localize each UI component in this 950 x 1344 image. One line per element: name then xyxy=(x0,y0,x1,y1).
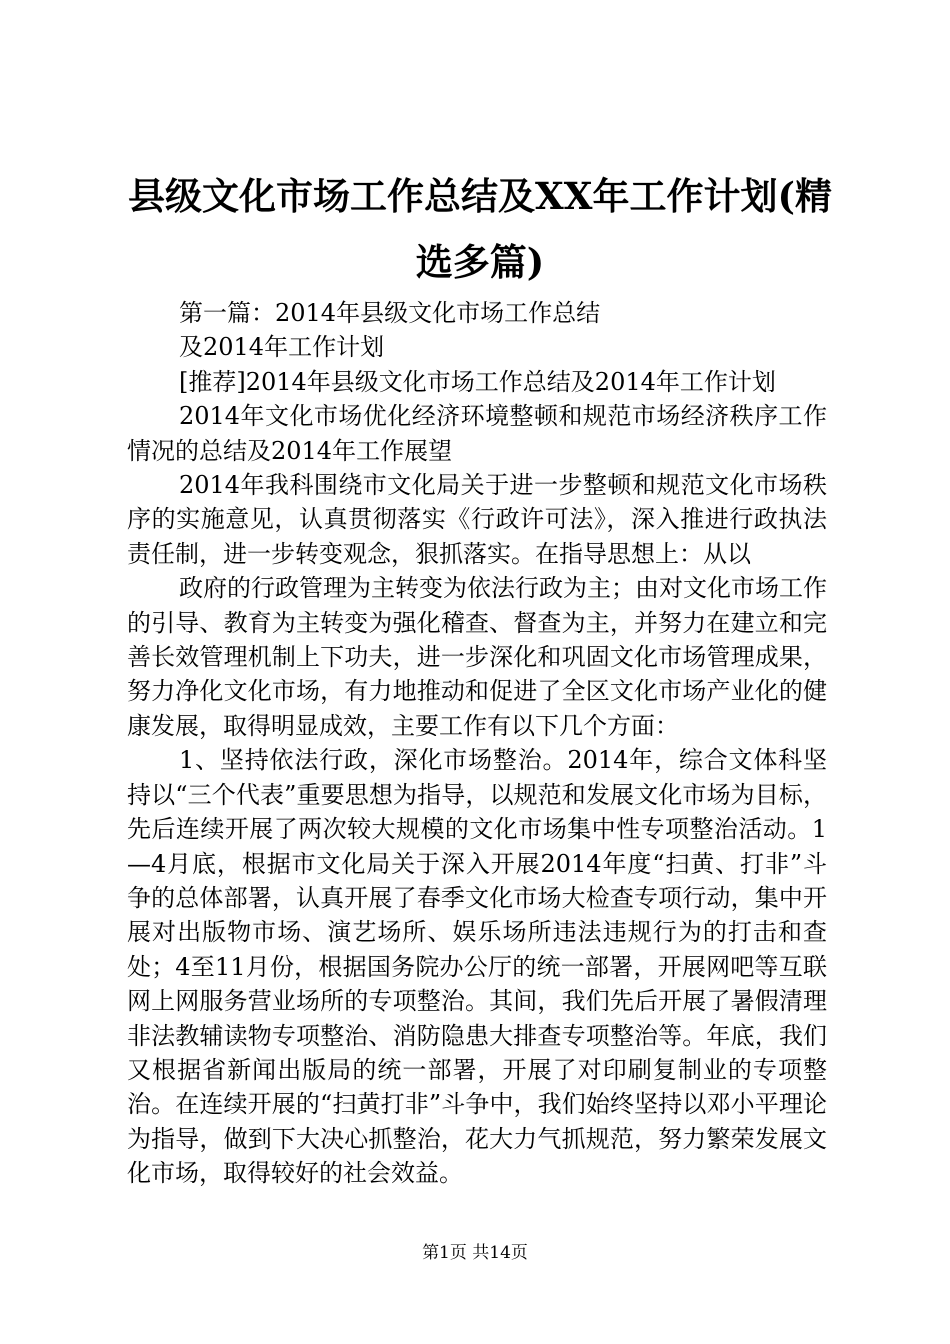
document-title: 县级文化市场工作总结及XX年工作计划(精选多篇) xyxy=(128,174,832,284)
paragraph-section-heading: 第一篇：2014年县级文化市场工作总结 xyxy=(179,299,601,327)
paragraph-intro: 2014年我科围绕市文化局关于进一步整顿和规范文化市场秩序的实施意见，认真贯彻落实《行政许可法》，深入推进行政执法责任制，进一步转变观念，狠抓落实。在指导思想上：从以 xyxy=(127,471,827,568)
paragraph-section-heading-cont: 及2014年工作计划 xyxy=(179,333,385,362)
paragraph-guidance: 政府的行政管理为主转变为依法行政为主；由对文化市场工作的引导、教育为主转变为强化稽查、督查为主，并努力在建立和完善长效管理机制上下功夫，进一步深化和巩固文化市场管理成果，努力净化文化市场，有力地推动和促进了全区文化市场产业化的健康发展，取得明显成效，主要工作有以下几个方面： xyxy=(127,574,827,740)
paragraph-item-1: 1、坚持依法行政，深化市场整治。2014年，综合文体科坚持以“三个代表”重要思想为指导，以规范和发展文化市场为目标，先后连续开展了两次较大规模的文化市场集中性专项整治活动。1—4月底，根据市文化局关于深入开展2014年度“扫黄、打非”斗争的总体部署，认真开展了春季文化市场大检查专项行动，集中开展对出版物市场、演艺场所、娱乐场所违法违规行为的打击和查处；4至11月份，根据国务院办公厅的统一部署，开展网吧等互联网上网服务营业场所的专项整治。其间，我们先后开展了暑假清理非法教辅读物专项整治、消防隐患大排查专项整治等。年底，我们又根据省新闻出版局的统一部署，开展了对印刷复制业的专项整治。在连续开展的“扫黄打非”斗争中，我们始终坚持以邓小平理论为指导，做到下大决心抓整治，花大力气抓规范，努力繁荣发展文化市场，取得较好的社会效益。 xyxy=(127,746,827,1188)
paragraph-recommend: [推荐]2014年县级文化市场工作总结及2014年工作计划 xyxy=(179,367,776,396)
paragraph-summary-title: 2014年文化市场优化经济环境整顿和规范市场经济秩序工作情况的总结及2014年工作展望 xyxy=(127,402,827,465)
page-footer: 第1页 共14页 xyxy=(422,1243,528,1263)
document-body xyxy=(127,296,827,1191)
